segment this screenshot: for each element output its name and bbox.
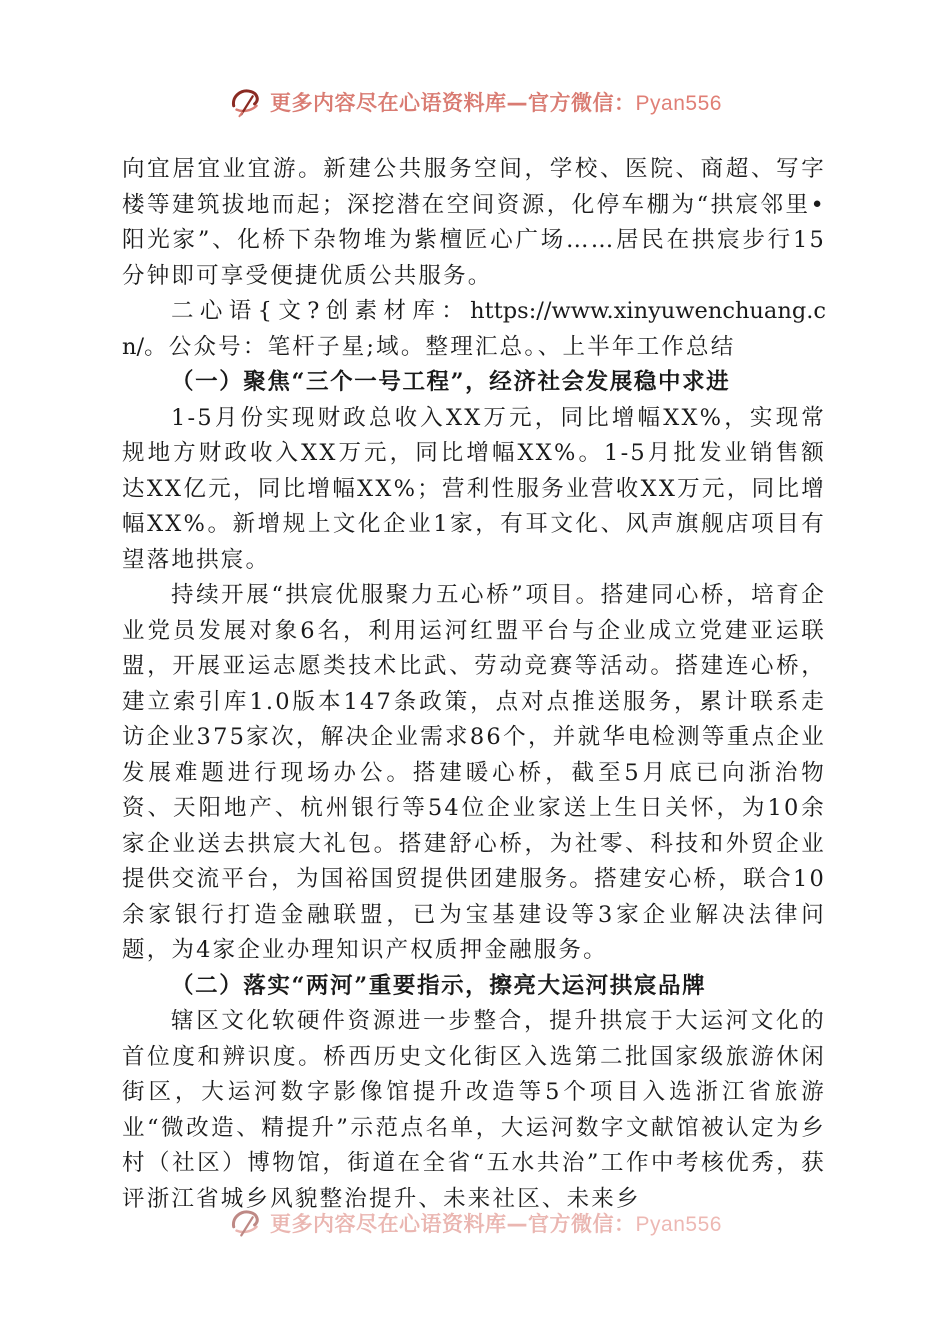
footer-wechat-id: Pyan556 (635, 1213, 722, 1236)
document-body (122, 152, 826, 1217)
section-heading-2: （二）落实“两河”重要指示，擦亮大运河拱宸品牌 (171, 972, 707, 999)
paragraph-3: 1-5月份实现财政总收入XX万元，同比增幅XX%，实现常规地方财政收入XX万元，同比增幅XX%。1-5月批发业销售额达XX亿元，同比增幅XX%；营利性服务业营收XX万元，同比增幅XX%。新增规上文化企业1家，有耳文化、风声旗舰店项目有望落地拱宸。 (122, 404, 826, 573)
paragraph-1: 向宜居宜业宜游。新建公共服务空间，学校、医院、商超、写字楼等建筑拔地而起；深挖潜在空间资源，化停车棚为“拱宸邻里•阳光家”、化桥下杂物堆为紫檀匠心广场……居民在拱宸步行15分钟即可享受便捷优质公共服务。 (122, 156, 826, 289)
quill-swirl-logo-icon (228, 83, 266, 121)
paragraph-5: 辖区文化软硬件资源进一步整合，提升拱宸于大运河文化的首位度和辨识度。桥西历史文化街区入选第二批国家级旅游休闲街区，大运河数字影像馆提升改造等5个项目入选浙江省旅游业“微改造、精提升”示范点名单，大运河数字文献馆被认定为乡村（社区）博物馆，街道在全省“五水共治”工作中考核优秀，获评浙江省城乡风貌整治提升、未来社区、未来乡 (122, 1008, 826, 1212)
footer-banner (0, 1203, 950, 1243)
paragraph-2: 二心语{文?创素材库：https://www.xinyuwenchuang.cn/。公众号：笔杆子星;域。整理汇总。、上半年工作总结 (122, 298, 826, 360)
quill-swirl-logo-icon (228, 1204, 266, 1242)
header-wechat-id: Pyan556 (635, 92, 722, 115)
paragraph-4: 持续开展“拱宸优服聚力五心桥”项目。搭建同心桥，培育企业党员发展对象6名，利用运河红盟平台与企业成立党建亚运联盟，开展亚运志愿类技术比武、劳动竞赛等活动。搭建连心桥，建立索引库1.0版本147条政策，点对点推送服务，累计联系走访企业375家次，解决企业需求86个，并就华电检测等重点企业发展难题进行现场办公。搭建暖心桥，截至5月底已向浙治物资、天阳地产、杭州银行等54位企业家送上生日关怀，为10余家企业送去拱宸大礼包。搭建舒心桥，为社零、科技和外贸企业提供交流平台，为国裕国贸提供团建服务。搭建安心桥，联合10余家银行打造金融联盟，已为宝基建设等3家企业解决法律问题，为4家企业办理知识产权质押金融服务。 (122, 582, 826, 963)
header-banner-text: 更多内容尽在心语资料库—官方微信：Pyan556 (270, 91, 722, 115)
header-banner (0, 80, 950, 124)
website-url: https://www.xinyuwenchuang.cn/ (122, 298, 826, 360)
footer-banner-text: 更多内容尽在心语资料库—官方微信：Pyan556 (270, 1212, 722, 1236)
section-heading-1: （一）聚焦“三个一号工程”，经济社会发展稳中求进 (171, 369, 731, 395)
